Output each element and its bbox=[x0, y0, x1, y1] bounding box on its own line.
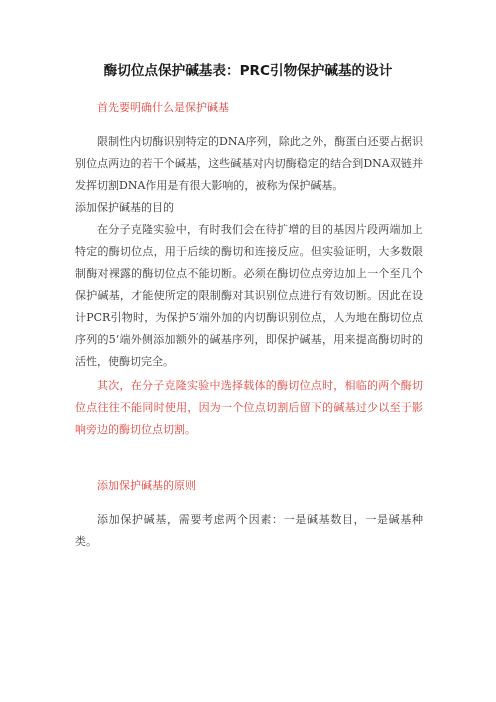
paragraph-principles: 添加保护碱基，需要考虑两个因素：一是碱基数目，一是碱基种类。 bbox=[75, 513, 423, 548]
paragraph-adjacent-sites: 其次，在分子克隆实验中选择载体的酶切位点时，相临的两个酶切位点往往不能同时使用，因为一个位点切割后留下的碱基过少以至于影响旁边的酶切位点切割。 bbox=[75, 379, 423, 436]
paragraph-definition: 限制性内切酶识别特定的DNA序列，除此之外，酶蛋白还要占据识别位点两边的若干个碱基，这些碱基对内切酶稳定的结合到DNA双链并发挥切割DNA作用是有很大影响的，被称为保护碱基。 bbox=[75, 135, 423, 192]
section-heading-principles: 添加保护碱基的原则 bbox=[97, 479, 196, 492]
paragraph-purpose: 在分子克隆实验中，有时我们会在待扩增的目的基因片段两端加上特定的酶切位点，用于后续的酶切和连接反应。但实验证明，大多数限制酶对裸露的酶切位点不能切断。必须在酶切位点旁边加上一个至几个保护碱基，才能使所定的限制酶对其识别位点进行有效切断。因此在设计PCR引物时，为保护5′端外加的内切酶识别位点，人为地在酶切位点序列的5‘端外侧添加额外的碱基序列，即保护碱基，用来提高酶切时的活性，使酶切完全。 bbox=[75, 223, 423, 368]
document-title: 酶切位点保护碱基表：PRC引物保护碱基的设计 bbox=[103, 63, 393, 79]
section-heading-purpose: 添加保护碱基的目的 bbox=[75, 201, 174, 214]
section-heading-what-is-protective-base: 首先要明确什么是保护碱基 bbox=[97, 101, 229, 114]
